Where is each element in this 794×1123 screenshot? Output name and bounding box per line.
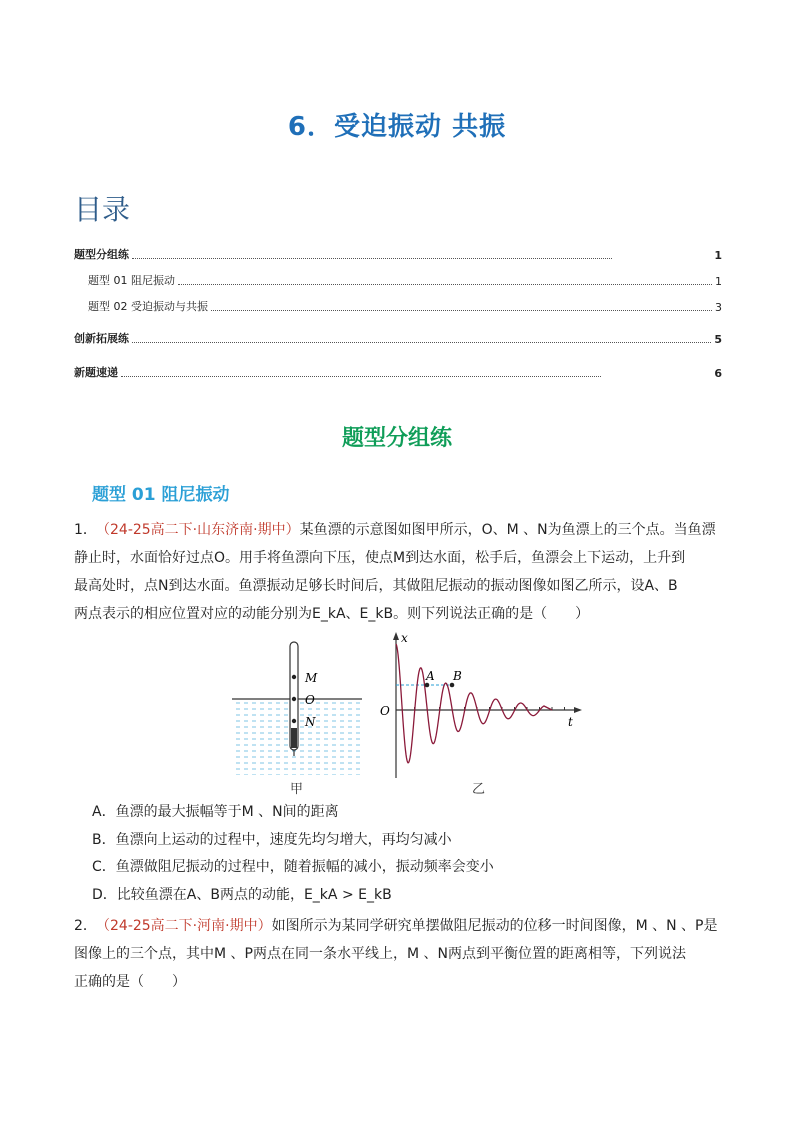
question-1-line-2: 静止时，水面恰好过点O。用手将鱼漂向下压，使点M到达水面，松手后，鱼漂会上下运动，上升到: [74, 550, 686, 566]
label-n: N: [305, 715, 316, 729]
toc-item-group-practice[interactable]: [74, 246, 722, 262]
label-a: A: [426, 669, 435, 683]
question-2-line-3: 正确的是（ ）: [74, 974, 186, 990]
toc-item-type-02[interactable]: [88, 298, 722, 314]
type-title: 题型 01 阻尼振动: [92, 485, 230, 505]
option-a[interactable]: A．鱼漂的最大振幅等于M 、N间的距离: [92, 804, 339, 820]
label-m: M: [305, 671, 318, 685]
point-b: [450, 683, 455, 688]
damped-curve: [396, 644, 552, 763]
figure-damped-graph: [372, 630, 592, 780]
toc-label: 创新拓展练: [74, 332, 129, 345]
label-origin: O: [380, 704, 390, 718]
question-number: 2．: [74, 918, 97, 934]
option-d[interactable]: D．比较鱼漂在A、B两点的动能，E_kA > E_kB: [92, 887, 392, 903]
question-1-line-4: 两点表示的相应位置对应的动能分别为E_kA、E_kB。则下列说法正确的是（ ）: [74, 606, 590, 622]
label-b: B: [453, 669, 462, 683]
toc-page: 5: [714, 333, 722, 346]
question-1-line-1: [74, 516, 734, 544]
toc-page: 6: [714, 367, 722, 380]
toc-label: 新题速递: [74, 366, 118, 379]
x-axis-arrow: [574, 707, 582, 713]
question-source: （24-25高二下·河南·期中）: [96, 918, 272, 934]
toc-page: 3: [715, 301, 722, 314]
toc-label: 题型 02 受迫振动与共振: [88, 300, 208, 313]
toc-label: 题型 01 阻尼振动: [88, 274, 175, 287]
question-2-line-1: [74, 912, 734, 940]
toc-label: 题型分组练: [74, 248, 129, 261]
toc-item-innovation[interactable]: [74, 330, 722, 346]
toc-leader: [178, 283, 712, 285]
point-a: [425, 683, 430, 688]
question-2-line-2: 图像上的三个点，其中M 、P两点在同一条水平线上，M 、N两点到平衡位置的距离相等，下列说法: [74, 946, 686, 962]
figure-b-label: 乙: [472, 782, 486, 797]
label-o: O: [305, 693, 315, 707]
label-t-axis: t: [568, 715, 573, 729]
toc-leader: [132, 257, 612, 259]
float-weight: [291, 728, 297, 748]
document-title: 6．受迫振动 共振: [287, 112, 507, 142]
question-source: （24-25高二下·山东济南·期中）: [96, 522, 300, 538]
toc-heading: 目录: [74, 193, 131, 226]
question-number: 1．: [74, 522, 97, 538]
point-m: [292, 675, 296, 679]
figure-float: [228, 640, 368, 780]
toc-leader: [132, 341, 711, 343]
point-n: [292, 719, 296, 723]
point-o: [292, 697, 296, 701]
toc-leader: [121, 375, 601, 377]
question-2: [74, 912, 734, 996]
question-text: 如图所示为某同学研究单摆做阻尼振动的位移一时间图像，M 、N 、P是: [271, 918, 718, 934]
toc-item-type-01[interactable]: [88, 272, 722, 288]
y-axis-arrow: [393, 632, 399, 640]
toc-page: 1: [714, 249, 722, 262]
label-x-axis: x: [401, 631, 408, 645]
section-title: 题型分组练: [341, 426, 452, 451]
option-b[interactable]: B．鱼漂向上运动的过程中，速度先均匀增大，再均匀减小: [92, 832, 452, 848]
question-1-line-3: 最高处时，点N到达水面。鱼漂振动足够长时间后，其做阻尼振动的振动图像如图乙所示，设A、B: [74, 578, 678, 594]
toc-page: 1: [715, 275, 722, 288]
toc-item-new-questions[interactable]: [74, 364, 722, 380]
question-1: [74, 516, 734, 628]
toc-leader: [211, 309, 712, 311]
option-c[interactable]: C．鱼漂做阻尼振动的过程中，随着振幅的减小，振动频率会变小: [92, 859, 494, 875]
figure-a-label: 甲: [290, 782, 304, 797]
question-text: 某鱼漂的示意图如图甲所示，O、M 、N为鱼漂上的三个点。当鱼漂: [299, 522, 716, 538]
